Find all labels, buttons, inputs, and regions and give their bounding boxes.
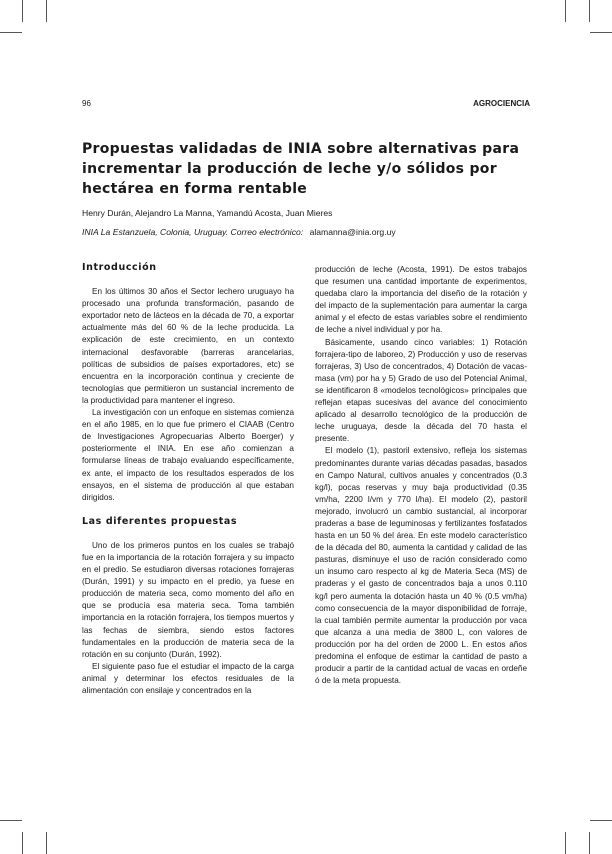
paragraph: Básicamente, usando cinco variables: 1) Rotación forrajera-tipo de laboreo, 2) Producción y uso de reservas forrajeras, 3) Uso de concentrados, 4) Dotación de vacas-masa (vm) por ha y 5) Grado de uso del Potencial Animal, se identificaron 8 «modelos tecnológicos» principales que reflejan etapas sucesivas del avance del conocimiento aplicado al desarrollo tecnológico de la producción de leche uruguaya, desde la década del 70 hasta el presente.	[315, 337, 527, 444]
crop-mark	[589, 0, 590, 22]
affiliation-text: INIA La Estanzuela, Colonia, Uruguay. Correo electrónico:	[82, 227, 304, 237]
crop-mark	[0, 820, 22, 821]
crop-mark	[46, 832, 47, 854]
crop-mark	[22, 0, 23, 22]
crop-mark	[565, 832, 566, 854]
section-heading-propuestas: Las diferentes propuestas	[82, 515, 238, 527]
email-link[interactable]: alamanna@inia.org.uy	[309, 227, 396, 237]
paragraph: producción de leche (Acosta, 1991). De estos trabajos que resumen una cantidad importante de experimentos, quedaba claro la importancia del diseño de la rotación y del impacto de la suplementación para aumentar la carga animal y el efecto de estas variables sobre el rendimiento de leche a nivel individual y por ha.	[315, 265, 527, 335]
right-column	[315, 264, 527, 687]
crop-mark	[590, 32, 612, 33]
page-number: 96	[82, 99, 91, 108]
crop-mark	[565, 0, 566, 22]
journal-section: AGROCIENCIA	[473, 99, 530, 108]
paragraph: La investigación con un enfoque en sistemas comienza en el año 1985, en lo que fue primero el CIAAB (Centro de Investigaciones Agropecuarias Alberto Boerger) y posteriormente el INIA. En ese año comienzan a formularse líneas de trabajo evaluando específicamente, ex ante, el impacto de los resultados esperados de los ensayos, en el sistema de producción al que estaban dirigidos.	[82, 408, 294, 502]
crop-mark	[46, 0, 47, 22]
crop-mark	[589, 832, 590, 854]
author-list: Henry Durán, Alejandro La Manna, Yamandú Acosta, Juan Mieres	[82, 208, 333, 218]
crop-mark	[0, 32, 22, 33]
left-column	[82, 262, 294, 697]
paragraph: El siguiente paso fue el estudiar el impacto de la carga animal y determinar los efectos residuales de la alimentación con ensilaje y concentrados en la	[82, 661, 294, 695]
paragraph: En los últimos 30 años el Sector lechero uruguayo ha procesado una profunda transformación, pasando de exportador neto de lácteos en la década de 70, a exportar actualmente más del 60 % de la leche producida. La explicación de este crecimiento, en un contexto internacional desfavorable (barreras arancelarias, políticas de subsidios de países exportadores, etc) se encuentra en la incorporación continua y creciente de tecnologías que permitieron un sustancial incremento de la productividad para mantener el ingreso.	[82, 287, 294, 405]
crop-mark	[22, 832, 23, 854]
crop-mark	[590, 820, 612, 821]
paragraph: Uno de los primeros puntos en los cuales se trabajó fue en la importancia de la rotación forrajera y su impacto en el predio. Se estudiaron diversas rotaciones forrajeras (Durán, 1991) y su impacto en el predio, ya fuese en producción de materia seca, como momento del año en que se producía esa materia seca. Toma también importancia en la rotación forrajera, los tiempos muertos y las fechas de siembra, siendo estos factores fundamentales en la producción de materia seca de la rotación en su conjunto (Durán, 1992).	[82, 540, 294, 659]
paragraph: El modelo (1), pastoril extensivo, refleja los sistemas predominantes durante varias décadas pasadas, basados en Campo Natural, cultivos anuales y concentrados (0.3 kg/l), pocas reservas y muy baja productividad (0.35 vm/ha, 2200 l/vm y 770 l/ha). El modelo (2), pastoril mejorado, involucró un cambio sustancial, al incorporar praderas a base de leguminosas y fertilizantes fosfatados hasta en un 50 % del área. En este modelo característico de la década del 80, aumenta la cantidad y calidad de las pasturas, disminuye el uso de ración considerado como un insumo caro respecto al kg de Materia Seca (MS) de praderas y el gasto de concentrados baja a unos 0.110 kg/l pero aumenta la dotación hasta un 40 % (0.5 vm/ha) como consecuencia de la mayor disponibilidad de forraje, la cual también permite aumentar la producción por vaca que alcanza a una media de 3800 L, con valores de producción por ha del orden de 2000 L. En estos años predomina el enfoque de estimar la cantidad de pasto a producir a partir de la cantidad actual de vacas en ordeñe ó de la meta propuesta.	[315, 446, 527, 686]
section-heading-introduccion: Introducción	[82, 262, 157, 273]
article-title: Propuestas validadas de INIA sobre alternativas para incrementar la producción de leche y/o sólidos por hectárea en forma rentable	[82, 141, 520, 197]
affiliation	[82, 227, 396, 237]
